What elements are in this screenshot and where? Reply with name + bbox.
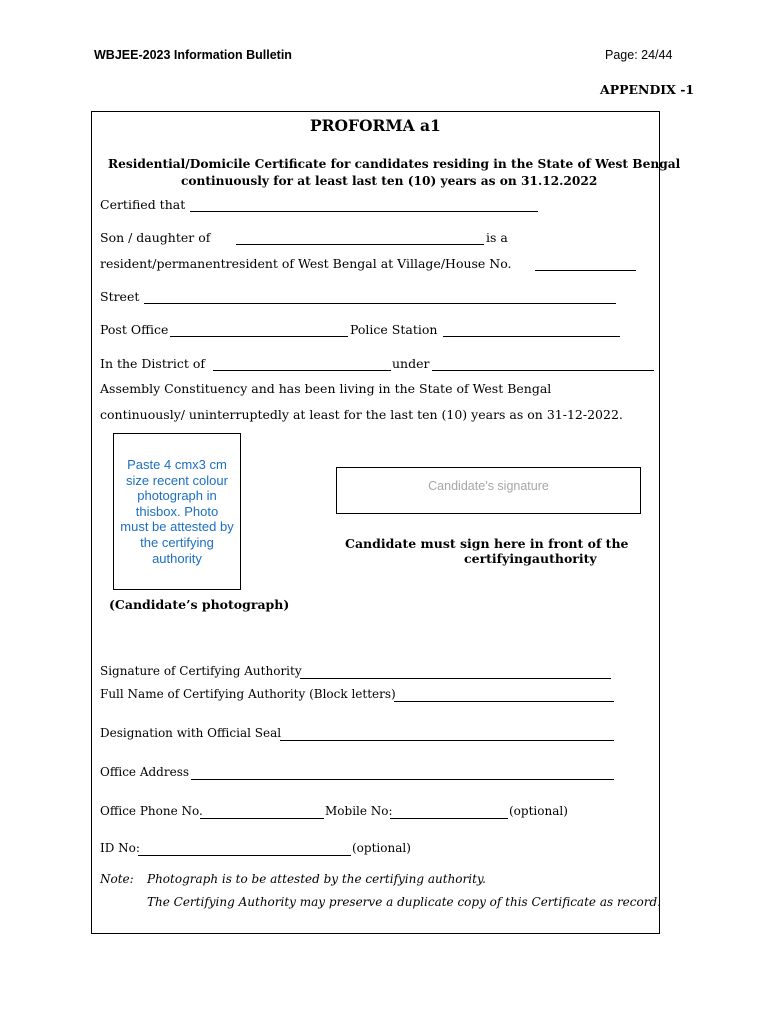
office-phone-field[interactable] — [200, 818, 324, 819]
certified-that-field[interactable] — [190, 211, 538, 212]
designation-field[interactable] — [280, 740, 614, 741]
sign-instruction-line-2: certifyingauthority — [464, 551, 597, 566]
district-label: In the District of — [100, 356, 205, 371]
house-no-field[interactable] — [535, 270, 636, 271]
authority-signature-field[interactable] — [300, 678, 611, 679]
proforma-title: PROFORMA a1 — [310, 116, 441, 135]
mobile-optional: (optional) — [509, 804, 568, 818]
office-address-field[interactable] — [191, 779, 614, 780]
street-label: Street — [100, 289, 140, 304]
mobile-field[interactable] — [390, 818, 508, 819]
district-field[interactable] — [213, 370, 391, 371]
mobile-label: Mobile No: — [325, 804, 393, 818]
under-label: under — [392, 356, 430, 371]
designation-label: Designation with Official Seal — [100, 726, 282, 740]
appendix-label: APPENDIX -1 — [600, 82, 695, 97]
id-optional: (optional) — [352, 841, 411, 855]
assembly-line: Assembly Constituency and has been living in the State of West Bengal — [100, 381, 552, 396]
son-daughter-label: Son / daughter of — [100, 230, 211, 245]
subtitle-line-2: continuously for at least last ten (10) years as on 31.12.2022 — [181, 174, 598, 188]
note-line-1: Photograph is to be attested by the certifying authority. — [147, 872, 486, 886]
is-a-label: is a — [486, 230, 508, 245]
photo-instructions: Paste 4 cmx3 cm size recent colour photograph in thisbox. Photo must be attested by the certifying authority — [120, 457, 234, 566]
continuously-line: continuously/ uninterruptedly at least for the last ten (10) years as on 31-12-2022. — [100, 407, 623, 422]
subtitle-line-1: Residential/Domicile Certificate for candidates residing in the State of West Bengal — [108, 157, 681, 171]
post-office-field[interactable] — [170, 336, 348, 337]
street-field[interactable] — [144, 303, 616, 304]
office-phone-label: Office Phone No. — [100, 804, 203, 818]
constituency-field[interactable] — [432, 370, 654, 371]
id-no-field[interactable] — [138, 855, 351, 856]
office-address-label: Office Address — [100, 765, 190, 779]
parent-name-field[interactable] — [236, 244, 484, 245]
police-station-field[interactable] — [443, 336, 620, 337]
authority-name-label: Full Name of Certifying Authority (Block letters) — [100, 687, 396, 701]
photo-caption: (Candidate’s photograph) — [109, 597, 290, 612]
authority-name-field[interactable] — [394, 701, 614, 702]
authority-signature-label: Signature of Certifying Authority — [100, 664, 302, 678]
sign-instruction-line-1: Candidate must sign here in front of the — [345, 536, 629, 551]
id-no-label: ID No: — [100, 841, 140, 855]
post-office-label: Post Office — [100, 322, 169, 337]
note-line-2: The Certifying Authority may preserve a duplicate copy of this Certificate as record. — [147, 895, 661, 909]
bulletin-title: WBJEE-2023 Information Bulletin — [94, 48, 292, 62]
resident-label: resident/permanentresident of West Bengal at Village/House No. — [100, 256, 512, 271]
signature-placeholder: Candidate’s signature — [428, 479, 549, 493]
page-number: Page: 24/44 — [605, 48, 673, 62]
candidate-signature-box[interactable] — [336, 467, 641, 514]
certified-that-label: Certified that — [100, 197, 186, 212]
police-station-label: Police Station — [350, 322, 438, 337]
photo-box[interactable] — [113, 433, 241, 590]
note-label: Note: — [100, 872, 134, 886]
